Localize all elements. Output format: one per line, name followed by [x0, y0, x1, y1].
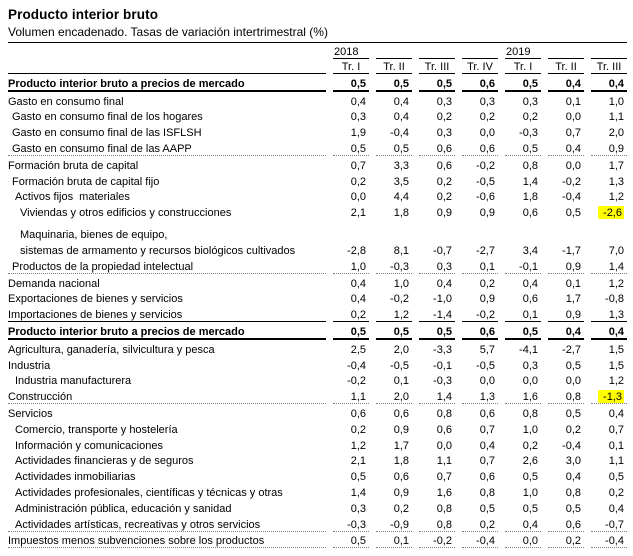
table-row [8, 92, 627, 108]
table-row [8, 515, 627, 532]
row-label: Agricultura, ganadería, silvicultura y pesca [8, 343, 215, 356]
value-cell: -2,7 [562, 343, 581, 356]
value-cell: 3,5 [393, 175, 409, 188]
value-cell: 1,2 [608, 191, 624, 204]
value-cell: 0,1 [376, 532, 412, 549]
row-label: Activos fijos materiales [15, 191, 130, 204]
table-row [8, 188, 627, 204]
value-cell: 0,7 [479, 455, 495, 468]
value-cell: 0,3 [350, 502, 366, 515]
value-cell: 0,9 [591, 139, 627, 156]
value-cell [591, 219, 627, 241]
table-row [8, 420, 627, 436]
value-cell: 0,3 [479, 95, 495, 108]
value-cell: 1,3 [462, 387, 498, 404]
value-cell: 0,2 [393, 502, 409, 515]
row-label: Servicios [8, 407, 53, 420]
row-label: Exportaciones de bienes y servicios [8, 293, 183, 306]
value-cell: 0,2 [350, 423, 366, 436]
value-cell: 1,4 [419, 387, 455, 404]
table-row [8, 290, 627, 306]
value-cell: 0,4 [350, 95, 366, 108]
value-cell: 2,5 [350, 343, 366, 356]
value-cell: 0,2 [462, 515, 498, 532]
quarter-cell: Tr. III [591, 59, 627, 75]
value-cell: 0,5 [505, 322, 541, 340]
value-cell: 0,5 [565, 359, 581, 372]
value-cell: 0,3 [350, 111, 366, 124]
value-cell: 2,0 [608, 127, 624, 140]
row-label: Importaciones de bienes y servicios [8, 305, 326, 322]
value-cell: 0,2 [436, 175, 452, 188]
value-cell: 0,5 [419, 74, 455, 92]
value-cell: -0,2 [462, 305, 498, 322]
value-cell: 0,7 [436, 471, 452, 484]
table-row [8, 340, 627, 356]
value-cell: 0,7 [350, 159, 366, 172]
value-cell: -0,4 [347, 359, 366, 372]
value-cell: -0,4 [562, 439, 581, 452]
value-cell: 0,5 [522, 502, 538, 515]
table-row [8, 436, 627, 452]
value-cell: 1,2 [608, 375, 624, 388]
value-cell [333, 219, 369, 241]
value-cell: -0,3 [333, 515, 369, 532]
value-cell: 1,6 [505, 387, 541, 404]
value-cell: 0,5 [333, 74, 369, 92]
value-cell: 0,5 [376, 139, 412, 156]
row-label: Gasto en consumo final de las AAPP [8, 139, 326, 156]
value-cell: 0,2 [436, 191, 452, 204]
value-cell: 0,2 [522, 111, 538, 124]
value-cell: 1,3 [591, 305, 627, 322]
value-cell: 0,6 [462, 74, 498, 92]
value-cell: 2,0 [393, 343, 409, 356]
table-row [8, 387, 627, 404]
value-cell: 0,7 [479, 423, 495, 436]
table-row [8, 108, 627, 124]
value-cell: 2,0 [376, 387, 412, 404]
value-cell: 0,4 [393, 95, 409, 108]
row-label: Actividades artísticas, recreativas y otros servicios [8, 515, 326, 532]
value-cell: 0,5 [419, 322, 455, 340]
value-cell: 2,1 [350, 207, 366, 220]
value-cell: -0,5 [390, 359, 409, 372]
row-label: Actividades inmobiliarias [15, 471, 136, 484]
row-label: Gasto en consumo final [8, 95, 124, 108]
highlighted-value: -1,3 [598, 390, 624, 404]
value-cell: -0,7 [591, 515, 627, 532]
value-cell: 0,6 [393, 407, 409, 420]
value-cell: -0,7 [433, 244, 452, 257]
value-cell: 0,8 [548, 387, 584, 404]
value-cell: 0,6 [419, 139, 455, 156]
year-cell [419, 43, 455, 59]
value-cell: 1,8 [393, 207, 409, 220]
value-cell: 1,9 [350, 127, 366, 140]
value-cell: 0,4 [522, 277, 538, 290]
value-cell: 5,7 [479, 343, 495, 356]
value-cell: 0,5 [333, 322, 369, 340]
year-cell [462, 43, 498, 59]
value-cell: 1,6 [436, 486, 452, 499]
value-cell: 0,6 [436, 159, 452, 172]
row-label: Viviendas y otros edificios y construcciones [20, 207, 232, 220]
value-cell: 1,8 [393, 455, 409, 468]
value-cell: 4,4 [393, 191, 409, 204]
quarter-cell: Tr. I [505, 59, 541, 75]
table-row [8, 203, 627, 219]
page-title: Producto interior bruto [8, 7, 159, 22]
year-cell [591, 43, 627, 59]
value-cell: 0,8 [522, 407, 538, 420]
value-cell: -0,2 [347, 375, 366, 388]
value-cell: 0,0 [479, 127, 495, 140]
value-cell: 3,3 [393, 159, 409, 172]
value-cell: -1,4 [419, 305, 455, 322]
quarter-cell: Tr. III [419, 59, 455, 75]
value-cell: -0,2 [562, 175, 581, 188]
value-cell: -0,9 [376, 515, 412, 532]
value-cell: 0,5 [333, 139, 369, 156]
value-cell: -0,8 [605, 293, 624, 306]
value-cell: 0,5 [505, 139, 541, 156]
value-cell: 0,4 [479, 439, 495, 452]
value-cell: 0,4 [350, 293, 366, 306]
value-cell: 0,2 [436, 111, 452, 124]
value-cell: 0,9 [393, 486, 409, 499]
value-cell: 0,5 [505, 74, 541, 92]
value-cell: 0,6 [522, 207, 538, 220]
value-cell: 0,9 [479, 207, 495, 220]
value-cell: -0,5 [476, 359, 495, 372]
value-cell [419, 219, 455, 241]
value-cell [591, 203, 627, 219]
header-empty-cell [8, 43, 326, 59]
quarter-cell: Tr. II [376, 59, 412, 75]
value-cell: 1,7 [393, 439, 409, 452]
value-cell: 3,0 [565, 455, 581, 468]
value-cell: -0,3 [376, 257, 412, 274]
value-cell: 1,1 [333, 387, 369, 404]
table-row [8, 156, 627, 172]
value-cell: 0,9 [436, 207, 452, 220]
value-cell: 0,1 [565, 277, 581, 290]
table-row [8, 219, 627, 241]
value-cell: 1,7 [565, 293, 581, 306]
row-label: Gasto en consumo final de las ISFLSH [12, 127, 202, 140]
value-cell: -1,7 [562, 244, 581, 257]
value-cell: 0,9 [393, 423, 409, 436]
value-cell: 0,0 [505, 532, 541, 549]
row-label: Industria manufacturera [15, 375, 132, 388]
value-cell: 1,0 [333, 257, 369, 274]
value-cell: -0,2 [390, 293, 409, 306]
value-cell: 0,1 [505, 305, 541, 322]
table-row [8, 257, 627, 274]
value-cell: 0,7 [608, 423, 624, 436]
value-cell: 0,6 [462, 139, 498, 156]
row-label: Formación bruta de capital [8, 159, 139, 172]
value-cell: -0,2 [476, 159, 495, 172]
value-cell: 1,1 [608, 455, 624, 468]
value-cell: 0,2 [479, 111, 495, 124]
value-cell: 0,4 [393, 111, 409, 124]
header-empty-cell [8, 59, 326, 75]
value-cell: 0,8 [436, 407, 452, 420]
value-cell: 8,1 [393, 244, 409, 257]
value-cell: 3,4 [522, 244, 538, 257]
value-cell: 0,0 [350, 191, 366, 204]
value-cell: 0,4 [548, 74, 584, 92]
value-cell: -0,2 [419, 532, 455, 549]
value-cell: 0,9 [548, 305, 584, 322]
value-cell: 1,0 [608, 95, 624, 108]
value-cell: 0,2 [548, 532, 584, 549]
table-row [8, 483, 627, 499]
value-cell: 0,9 [479, 293, 495, 306]
row-label: Producto interior bruto a precios de mercado [8, 74, 326, 92]
value-cell: -3,3 [433, 343, 452, 356]
row-label: Impuestos menos subvenciones sobre los productos [8, 532, 326, 549]
row-label: Gasto en consumo final de los hogares [12, 111, 203, 124]
table-row [8, 356, 627, 372]
value-cell: 2,6 [522, 455, 538, 468]
table-row [8, 467, 627, 483]
table-header [8, 43, 627, 74]
quarter-cell: Tr. IV [462, 59, 498, 75]
value-cell: 1,2 [608, 277, 624, 290]
value-cell: 1,2 [350, 439, 366, 452]
value-cell: 0,6 [436, 423, 452, 436]
value-cell: -4,1 [519, 343, 538, 356]
value-cell: 0,4 [436, 277, 452, 290]
highlighted-value: -2,6 [598, 206, 624, 219]
row-label: Industria [8, 359, 51, 372]
value-cell: 0,1 [393, 375, 409, 388]
value-cell: -0,3 [433, 375, 452, 388]
table-row [8, 123, 627, 139]
gdp-table [1, 43, 633, 548]
value-cell: 1,0 [522, 423, 538, 436]
value-cell: 1,1 [436, 455, 452, 468]
value-cell: -2,7 [476, 244, 495, 257]
value-cell: 0,0 [565, 111, 581, 124]
value-cell: 0,2 [565, 423, 581, 436]
quarter-cell: Tr. II [548, 59, 584, 75]
value-cell: 0,9 [548, 257, 584, 274]
quarter-header-row [8, 59, 627, 75]
value-cell: 0,2 [522, 439, 538, 452]
value-cell: 0,6 [548, 515, 584, 532]
value-cell: 1,0 [393, 277, 409, 290]
table-row [8, 452, 627, 468]
value-cell: 1,1 [608, 111, 624, 124]
value-cell: 0,2 [350, 175, 366, 188]
value-cell: 0,5 [565, 502, 581, 515]
value-cell: -0,4 [390, 127, 409, 140]
value-cell: 0,0 [436, 439, 452, 452]
value-cell: 0,7 [565, 127, 581, 140]
table-row [8, 322, 627, 340]
value-cell: -0,6 [476, 191, 495, 204]
year-cell: 2018 [333, 43, 369, 59]
value-cell: 0,5 [350, 471, 366, 484]
row-label: Administración pública, educación y sanidad [15, 502, 232, 515]
row-label: Actividades financieras y de seguros [15, 455, 194, 468]
row-label: Construcción [8, 387, 326, 404]
quarter-cell: Tr. I [333, 59, 369, 75]
value-cell: 0,3 [522, 359, 538, 372]
value-cell: 0,6 [350, 407, 366, 420]
value-cell: 0,4 [608, 502, 624, 515]
value-cell: 0,5 [333, 532, 369, 549]
value-cell: 0,5 [565, 407, 581, 420]
value-cell: 0,5 [479, 502, 495, 515]
value-cell: 0,4 [591, 322, 627, 340]
value-cell: 0,0 [522, 375, 538, 388]
table-row [8, 372, 627, 388]
value-cell: 0,8 [419, 515, 455, 532]
year-cell [548, 43, 584, 59]
value-cell: -2,8 [347, 244, 366, 257]
value-cell: 0,1 [565, 95, 581, 108]
row-label: Información y comunicaciones [15, 439, 163, 452]
value-cell: 0,5 [522, 471, 538, 484]
value-cell: 0,5 [565, 207, 581, 220]
value-cell: 0,2 [479, 277, 495, 290]
value-cell: 0,5 [608, 471, 624, 484]
row-label: Maquinaria, bienes de equipo, [20, 229, 168, 242]
year-cell [376, 43, 412, 59]
value-cell: 0,4 [608, 407, 624, 420]
table-row [8, 172, 627, 188]
table-row [8, 241, 627, 257]
value-cell: 0,0 [565, 159, 581, 172]
table-row [8, 404, 627, 420]
value-cell: 1,5 [608, 343, 624, 356]
table-row [8, 305, 627, 322]
value-cell: -0,1 [433, 359, 452, 372]
value-cell: 0,8 [479, 486, 495, 499]
value-cell: -1,0 [433, 293, 452, 306]
value-cell: 0,4 [548, 139, 584, 156]
value-cell: 0,4 [505, 515, 541, 532]
value-cell: -0,4 [462, 532, 498, 549]
value-cell: 7,0 [608, 244, 624, 257]
page-subtitle: Volumen encadenado. Tasas de variación intertrimestral (%) [8, 25, 328, 39]
value-cell: 0,0 [479, 375, 495, 388]
value-cell: 1,4 [522, 175, 538, 188]
table-row [8, 532, 627, 549]
value-cell: 0,1 [462, 257, 498, 274]
value-cell: -0,4 [562, 191, 581, 204]
year-header-row [8, 43, 627, 59]
value-cell: 0,5 [376, 322, 412, 340]
value-cell: -0,4 [591, 532, 627, 549]
row-label: Comercio, transporte y hostelería [15, 423, 178, 436]
value-cell: 0,0 [565, 375, 581, 388]
table-row [8, 74, 627, 92]
value-cell: 0,4 [350, 277, 366, 290]
value-cell [591, 387, 627, 404]
row-label: Actividades profesionales, científicas y técnicas y otras [15, 486, 283, 499]
value-cell: 0,5 [376, 74, 412, 92]
value-cell: 0,2 [608, 486, 624, 499]
value-cell: 0,4 [565, 471, 581, 484]
value-cell: 0,8 [522, 159, 538, 172]
value-cell: 0,8 [436, 502, 452, 515]
value-cell: 0,6 [393, 471, 409, 484]
value-cell: 0,3 [419, 257, 455, 274]
table-row [8, 274, 627, 290]
value-cell: 1,7 [608, 159, 624, 172]
row-label: Producto interior bruto a precios de mercado [8, 322, 326, 340]
table-body [8, 74, 627, 548]
table-row [8, 499, 627, 515]
value-cell: 0,3 [436, 95, 452, 108]
value-cell: 0,3 [522, 95, 538, 108]
value-cell [548, 219, 584, 241]
row-label: Productos de la propiedad intelectual [8, 257, 326, 274]
value-cell: -0,1 [505, 257, 541, 274]
value-cell: 1,3 [608, 175, 624, 188]
value-cell: 1,8 [522, 191, 538, 204]
value-cell: 0,3 [436, 127, 452, 140]
value-cell: 1,4 [591, 257, 627, 274]
value-cell: 0,4 [591, 74, 627, 92]
value-cell: 0,4 [548, 322, 584, 340]
row-label: Formación bruta de capital fijo [12, 175, 160, 188]
value-cell [462, 219, 498, 241]
row-label: sistemas de armamento y recursos biológicos cultivados [20, 244, 296, 257]
value-cell: 0,6 [479, 471, 495, 484]
value-cell [376, 219, 412, 241]
value-cell: 0,6 [479, 407, 495, 420]
value-cell: 1,0 [522, 486, 538, 499]
row-label: Demanda nacional [8, 277, 100, 290]
value-cell: 1,5 [608, 359, 624, 372]
value-cell: 1,4 [350, 486, 366, 499]
value-cell: 1,2 [376, 305, 412, 322]
value-cell: 0,1 [608, 439, 624, 452]
value-cell: 0,2 [333, 305, 369, 322]
value-cell: 0,6 [522, 293, 538, 306]
value-cell: -0,5 [476, 175, 495, 188]
value-cell: 0,6 [462, 322, 498, 340]
value-cell: -0,3 [519, 127, 538, 140]
value-cell [505, 219, 541, 241]
value-cell: 0,8 [565, 486, 581, 499]
year-cell: 2019 [505, 43, 541, 59]
value-cell: 2,1 [350, 455, 366, 468]
table-row [8, 139, 627, 156]
